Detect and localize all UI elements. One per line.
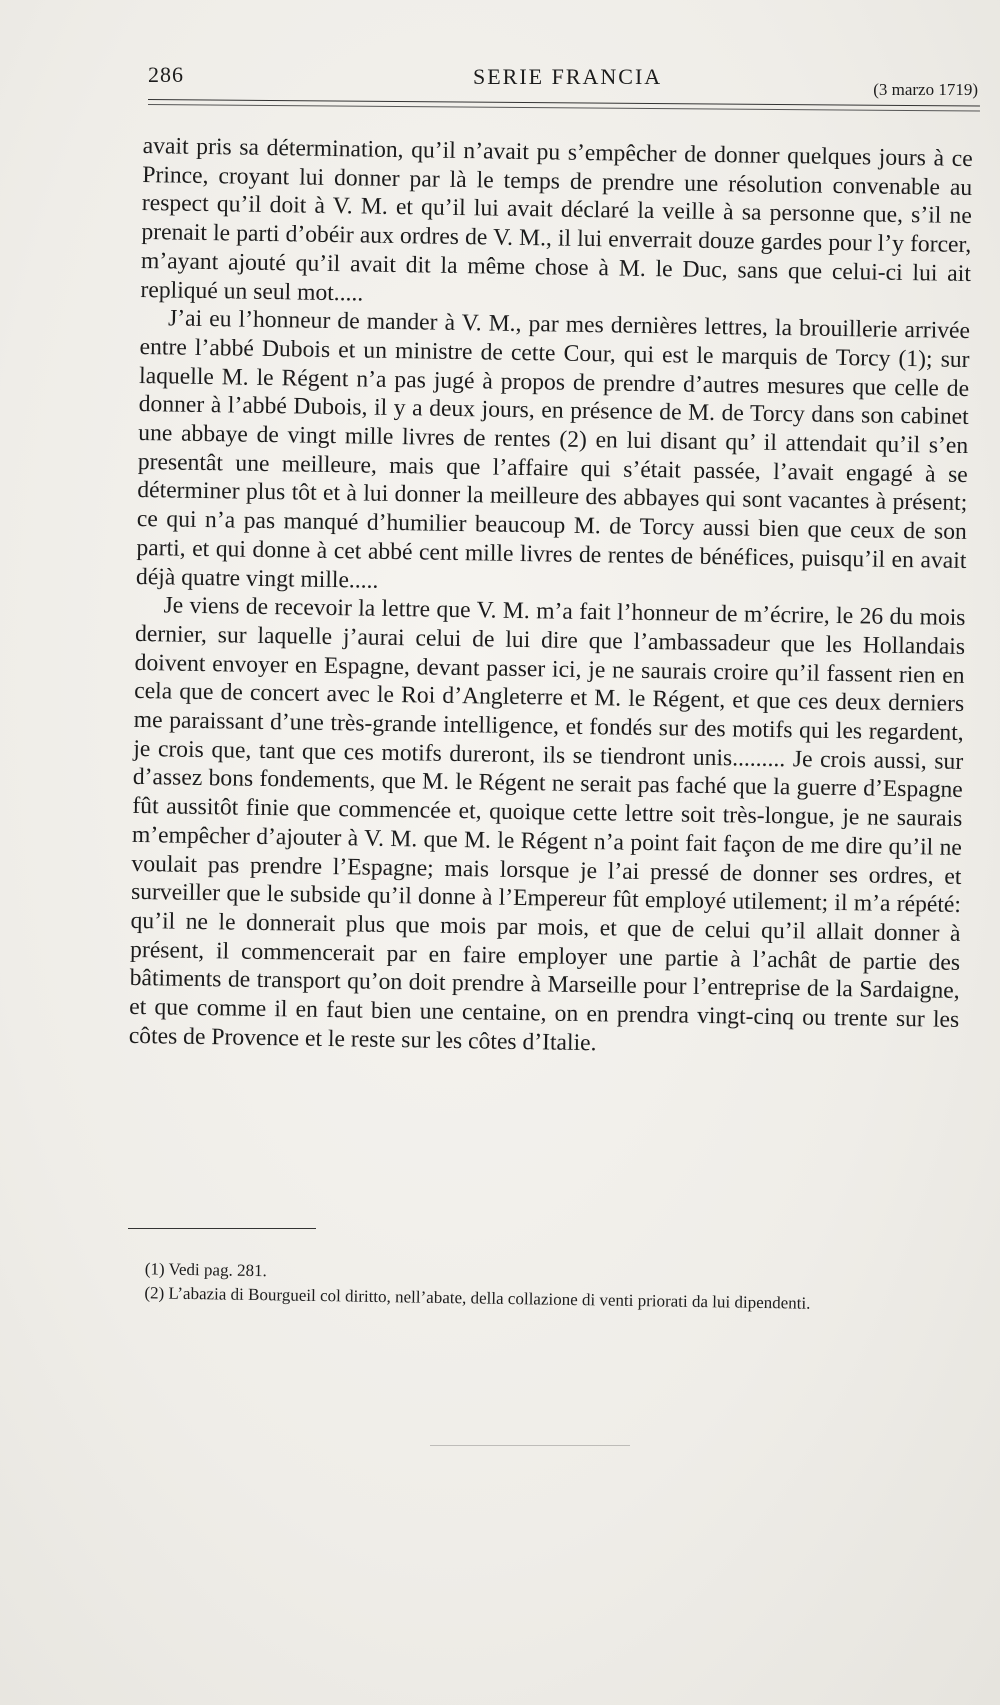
show-through-rule [430, 1445, 630, 1446]
running-title: SERIE FRANCIA [473, 64, 663, 89]
body-text [129, 132, 973, 1063]
footnote-rule [128, 1228, 316, 1229]
footnotes [126, 1257, 967, 1318]
footnote-1: (1) Vedi pag. 281. [144, 1259, 267, 1281]
header-date: (3 marzo 1719) [873, 80, 978, 99]
page-number: 286 [148, 62, 184, 87]
page-header [148, 60, 978, 100]
paragraph-1: avait pris sa détermination, qu’il n’avait pu s’empêcher de donner quelques jours à ce Prince, croyant lui donner par là le temps de prendre une résolution convenable au respect qu’il doit à V. M. et qu’il lui avait déclaré la veille à sa personne que, s’il ne prenait le parti d’obéir aux ordres de V. M., il lui enverrait douze gardes pour l’y forcer, m’ayant ajouté qu’il avait dit la même chose à M. le Duc, sans que celui-ci lui ait repliqué un seul mot..... [140, 132, 973, 306]
paragraph-2: J’ai eu l’honneur de mander à V. M., par mes dernières lettres, la brouillerie arrivée entre l’abbé Dubois et un ministre de cette Cour, qui est le marquis de Torcy (1); sur laquelle M. le Régent n’a pas jugé à propos de prendre d’autres mesures que celle de donner à l’abbé Dubois, il y a deux jours, en présence de M. de Torcy dans son cabinet une abbaye de vingt mille livres de rentes (2) en lui disant qu’ il attendait qu’il s’en presentât une meilleure, mais que l’affaire qui s’était passée, l’avait engagé à se déterminer plus tôt et à lui donner la meilleure des abbayes qui sont vacantes à présent; ce qui n’a pas manqué d’humilier beaucoup M. de Torcy aussi bien que ceux de son parti, et qui donne à cet abbé cent mille livres de rentes de bénéfices, puisqu’il en avait déjà quatre vingt mille..... [135, 305, 971, 594]
footnote-2: (2) L’abazia di Bourgueil col diritto, nell’abate, della collazione di venti priorati da lui dipendenti. [144, 1283, 811, 1313]
paragraph-3: Je viens de recevoir la lettre que V. M. m’a fait l’honneur de m’écrire, le 26 du mois dernier, sur laquelle j’aurai celui de lui dire que l’ambassadeur que les Hollandais doivent envoyer en Espagne, devant passer ici, je ne saurais croire qu’il fassent rien en cela que de concert avec le Roi d’Angleterre et M. le Régent, et que ces deux derniers me paraissant d’une très-grande intelligence, et fondés sur des motifs qui les regardent, je crois que, tant que ces motifs dureront, ils se tiendront unis......... Je crois aussi, sur d’assez bons fondements, que M. le Régent ne serait pas faché que la guerre d’Espagne fût aussitôt finie que commencée et, quoique cette lettre soit très-longue, je ne saurais m’empêcher d’ajouter à V. M. que M. le Régent n’a point fait façon de me dire qu’il ne voulait pas prendre l’Espagne; mais lorsque je l’ai pressé de donner ses ordres, et surveiller que le subside qu’il donne à l’Empereur fût employé utilement; il m’a répété: qu’il ne le donnerait plus que mois par mois, et que de celui qu’il allait donner à présent, il commencerait par en faire employer une partie à l’achât de partie des bâtiments de transport qu’on doit prendre à Marseille pour l’entreprise de la Sardaigne, et que comme il en faut bien une centaine, on en prendra vingt-cinq ou trente sur les côtes de Provence et le reste sur les côtes d’Italie. [128, 592, 966, 1057]
